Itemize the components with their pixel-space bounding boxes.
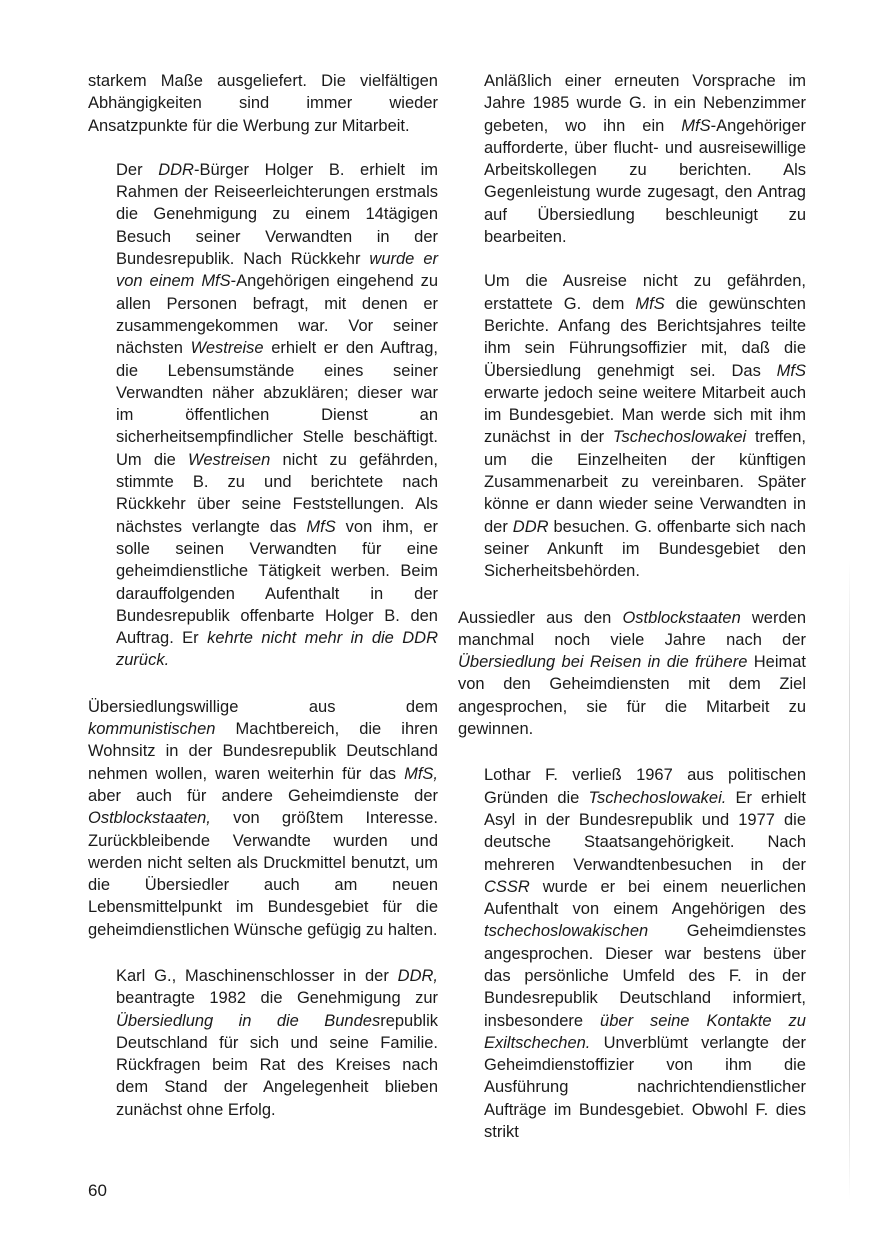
example-karl-continued: Anläßlich einer erneuten Vorsprache im Jahre 1985 wurde G. in ein Nebenzimmer gebeten, wo ihn ein MfS-Angehöriger aufforderte, über flucht- und ausreisewillige Arbeitskollegen zu berichten. Als Gegenleistung wurde zugesagt, den Antrag auf Übersiedlung beschleunigt zu bearbeiten. [484,72,806,247]
example-holger: Der DDR-Bürger Holger B. erhielt im Rahmen der Reiseerleichterungen erstmals die Genehmigung zu einem 14tägigen Besuch seiner Verwandten in der Bundesrepublik. Nach Rückkehr wurde er von einem MfS-Angehörigen eingehend zu allen Personen befragt, mit denen er zusammengekommen war. Vor seiner nächsten Westreise erhielt er den Auftrag, die Lebensumstände eines seiner Verwandten näher abzuklären; dieser war im öffentlichen Dienst an sicherheitsempfindlicher Stelle beschäftigt. Um die Westreisen nicht zu gefährden, stimmte B. zu und berichtete nach Rückkehr über seine Feststellungen. Als nächstes verlangte das MfS von ihm, er solle seinen Verwandten für eine geheimdienstliche Tätigkeit werben. Beim darauffolgenden Aufenthalt in der Bundesrepublik offenbarte Holger B. den Auftrag. Er kehrte nicht mehr in die DDR zurück. [116,160,439,670]
example-karl-continued-2: Um die Ausreise nicht zu gefährden, erstattete G. dem MfS die gewünschten Berichte. Anfang des Berichtsjahres teilte ihm sein Führungsoffizier mit, daß die Übersiedlung genehmigt sei. Das MfS erwarte jedoch seine weitere Mitarbeit auch im Bundesgebiet. Man werde sich mit ihm zunächst in der Tschechoslowakei treffen, um die Einzelheiten der künftigen Zusammenarbeit zu vereinbaren. Später könne er dann wieder seine Verwandten in der DDR besuchen. G. offenbarte sich nach seiner Ankunft im Bundesgebiet den Sicherheitsbehörden. [484,272,807,581]
scan-edge-line [849,560,850,1200]
example-karl: Karl G., Maschinenschlosser in der DDR, beantragte 1982 die Genehmigung zur Übersiedlung in die Bundesrepublik Deutschland für sich und seine Familie. Rückfragen beim Rat des Kreises nach dem Stand der Angelegenheit blieben zunächst ohne Erfolg. [116,966,438,1119]
example-lothar: Lothar F. verließ 1967 aus politischen Gründen die Tschechoslowakei. Er erhielt Asyl in der Bundesrepublik und 1977 die deutsche Staatsangehörigkeit. Nach mehreren Verwandtenbesuchen in der CSSR wurde er bei einem neuerlichen Aufenthalt von einem Angehörigen des tschechoslowakischen Geheimdienstes angesprochen. Dieser war bestens über das persönliche Umfeld des F. in der Bundesrepublik Deutschland informiert, insbesondere über seine Kontakte zu Exiltschechen. Unverblümt verlangte der Geheimdienstoffizier von ihm die Ausführung nachrichtendienstlicher Aufträge im Bundesgebiet. Obwohl F. dies strikt [484,766,806,1142]
page-number: 60 [88,1181,107,1200]
intro-paragraph: starkem Maße ausgeliefert. Die vielfältigen Abhängigkeiten sind immer wieder Ansatzpunkte für die Werbung zur Mitarbeit. [88,72,438,135]
left-column [88,70,438,1121]
paragraph-aussiedler: Aussiedler aus den Ostblockstaaten werden manchmal noch viele Jahre nach der Übersiedlung bei Reisen in die frühere Heimat von den Geheimdiensten mit dem Ziel angesprochen, sie für die Mitarbeit zu gewinnen. [458,608,806,739]
paragraph-uebersiedlung: Übersiedlungswillige aus dem kommunistischen Machtbereich, die ihren Wohnsitz in der Bundesrepublik Deutschland nehmen wollen, waren weiterhin für das MfS, aber auch für andere Geheimdienste der Ostblockstaaten, von größtem Interesse. Zurückbleibende Verwandte wurden und werden nicht selten als Druckmittel benutzt, um die Übersiedler auch am neuen Lebensmittelpunkt im Bundesgebiet für die geheimdienstlichen Wünsche gefügig zu halten. [88,697,438,939]
right-column [458,70,806,1143]
